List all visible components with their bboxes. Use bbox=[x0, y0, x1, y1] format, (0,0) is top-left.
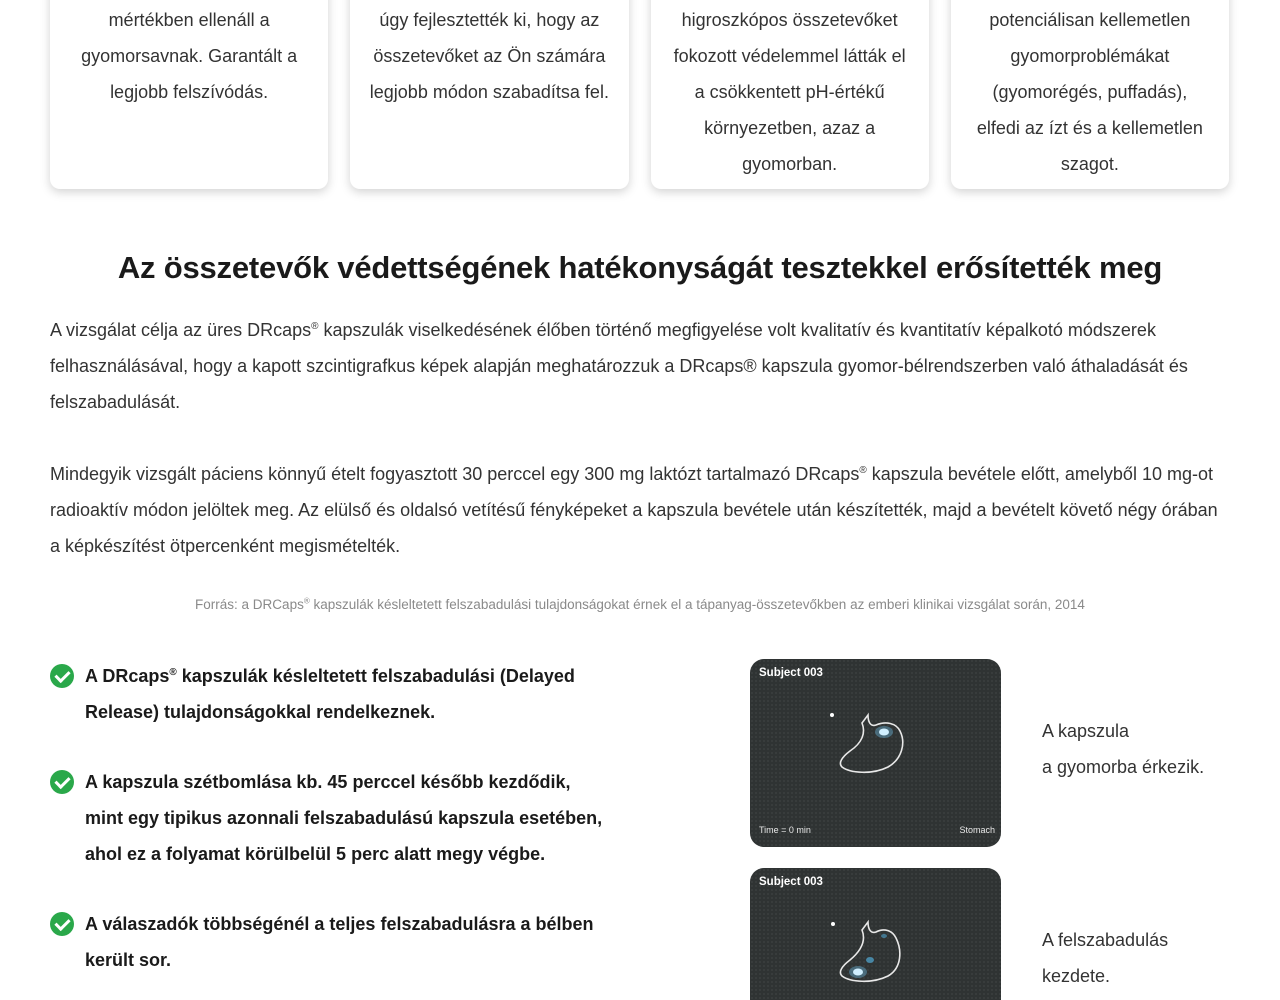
list-item: A DRcaps® kapszulák késleltetett felszabadulási (Delayed Release) tulajdonságokkal rendelkeznek. bbox=[50, 658, 610, 730]
feature-cards bbox=[50, 0, 1229, 189]
scan-time-label: Time = 0 min bbox=[759, 825, 811, 835]
source-note: Forrás: a DRCaps® kapszulák késleltetett felszabadulási tulajdonságokat érnek el a tápanyag-összetevőkben az emberi klinikai vizsgálat során, 2014 bbox=[195, 596, 1085, 612]
feature-card-text: higroszkópos összetevőket fokozott védelemmel látták el a csökkentett pH-értékű környezetben, azaz a gyomorban. bbox=[673, 10, 906, 174]
check-circle-icon bbox=[50, 912, 74, 936]
scan-caption: A felszabadulás kezdete. bbox=[1042, 930, 1169, 986]
feature-card-text: potenciálisan kellemetlen gyomorproblémákat (gyomorégés, puffadás), elfedi az ízt és a kellemetlen szagot. bbox=[976, 10, 1203, 174]
feature-card-text: úgy fejlesztették ki, hogy az összetevőket az Ön számára legjobb módon szabadítsa fel. bbox=[369, 10, 609, 102]
list-item: A válaszadók többségénél a teljes felszabadulásra a bélben került sor. bbox=[50, 906, 610, 978]
scintigraphy-image bbox=[750, 868, 1001, 1000]
check-circle-icon bbox=[50, 770, 74, 794]
scan-subject-label: Subject 003 bbox=[759, 876, 823, 888]
feature-card bbox=[350, 0, 628, 189]
check-circle-icon bbox=[50, 664, 74, 688]
scintigraphy-image bbox=[750, 659, 1001, 847]
feature-card bbox=[50, 0, 328, 189]
feature-card-text: mértékben ellenáll a gyomorsavnak. Garantált a legjobb felszívódás. bbox=[81, 10, 298, 102]
list-item: A kapszula szétbomlása kb. 45 perccel később kezdődik, mint egy tipikus azonnali felszabadulású kapszula esetében, ahol ez a folyamat körülbelül 5 perc alatt megy végbe. bbox=[50, 764, 610, 872]
section-heading: Az összetevők védettségének hatékonyságát tesztekkel erősítették meg bbox=[117, 250, 1163, 285]
benefit-list bbox=[50, 658, 610, 978]
scan-caption: A kapszula a gyomorba érkezik. bbox=[1042, 721, 1205, 777]
scan-organ-label: Stomach bbox=[959, 825, 995, 835]
feature-card bbox=[651, 0, 929, 189]
study-aim-paragraph: A vizsgálat célja az üres DRcaps® kapszulák viselkedésének élőben történő megfigyelése volt kvalitatív és kvantitatív képalkotó módszerek felhasználásával, hogy a kapott szcintigrafkus képek alapján meghatározzuk a DRcaps® kapszula gyomor-bélrendszerben való áthaladását és felszabadulását. bbox=[50, 320, 1188, 412]
feature-card bbox=[951, 0, 1229, 189]
stomach-outline-icon bbox=[750, 659, 1001, 847]
study-method-paragraph: Mindegyik vizsgált páciens könnyű ételt fogyasztott 30 perccel egy 300 mg laktózt tartalmazó DRcaps® kapszula bevétele előtt, amelyből 10 mg-ot radioaktív módon jelöltek meg. Az elülső és oldalsó vetítésű fényképeket a kapszula bevétele után készítették, majd a bevételt követő négy órában a képkészítést ötpercenként megismételték. bbox=[50, 464, 1218, 556]
scan-subject-label: Subject 003 bbox=[759, 667, 823, 679]
